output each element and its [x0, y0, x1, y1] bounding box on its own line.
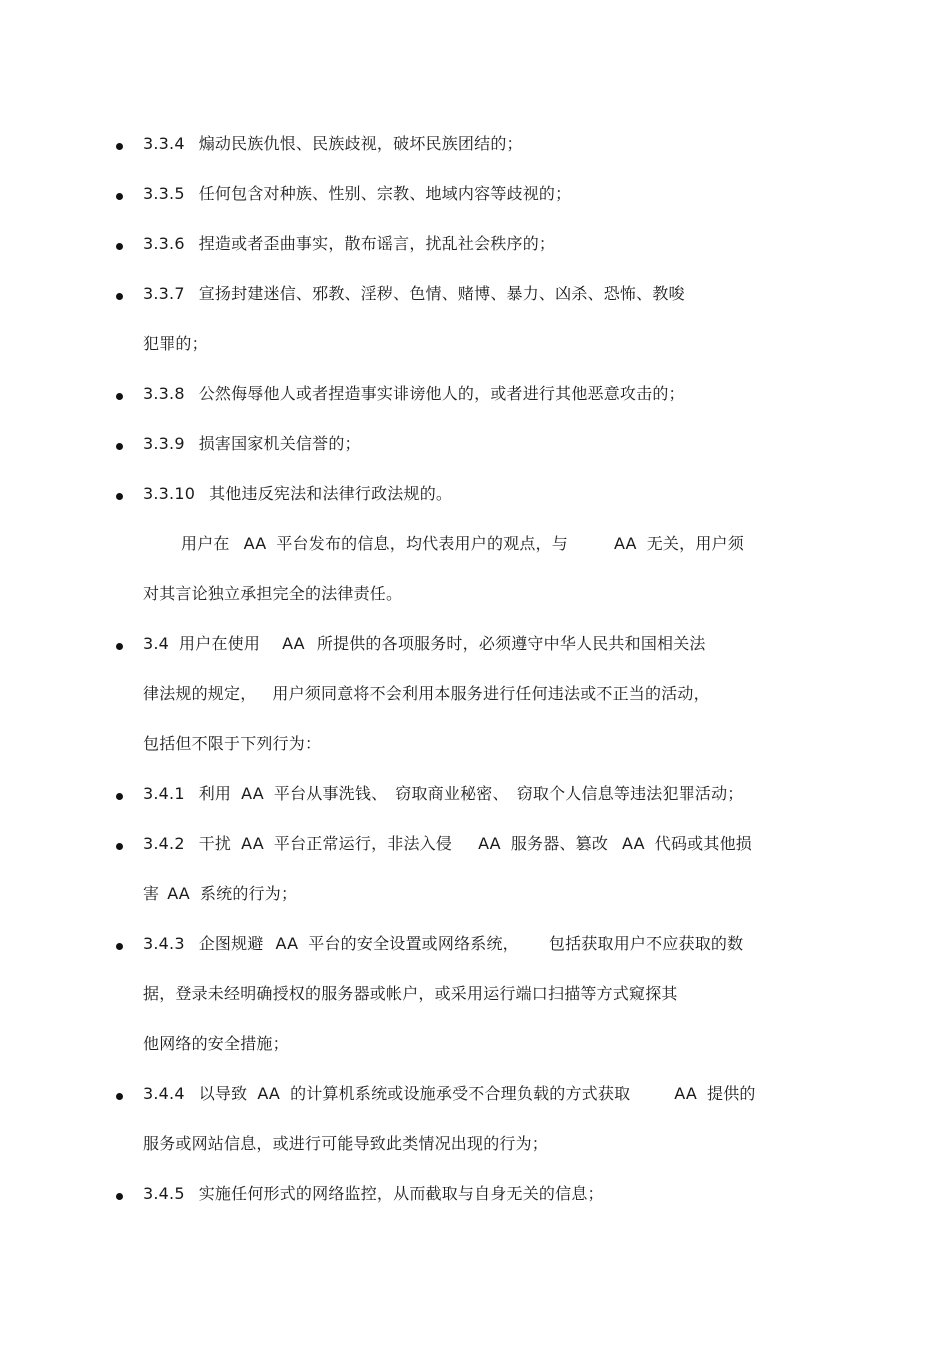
- bullet: [116, 443, 123, 450]
- list-item: 3.3.8 公然侮辱他人或者捏造事实诽谤他人的，或者进行其他恶意攻击的；: [143, 384, 685, 403]
- paragraph-line: 用户在 AA 平台发布的信息，均代表用户的观点，与 AA 无关，用户须: [181, 534, 744, 553]
- list-item: 3.3.6 捏造或者歪曲事实，散布谣言，扰乱社会秩序的；: [143, 234, 556, 253]
- bullet: [116, 643, 123, 650]
- list-item: 3.3.10 其他违反宪法和法律行政法规的。: [143, 484, 453, 503]
- list-item-continuation: 犯罪的；: [143, 334, 208, 353]
- bullet: [116, 143, 123, 150]
- list-item: 3.4.3 企图规避 AA 平台的安全设置或网络系统， 包括获取用户不应获取的数: [143, 934, 744, 953]
- bullet: [116, 493, 123, 500]
- bullet: [116, 793, 123, 800]
- list-item-continuation: 据，登录未经明确授权的服务器或帐户，或采用运行端口扫描等方式窥探其: [143, 984, 678, 1003]
- list-item: 3.3.4 煽动民族仇恨、民族歧视，破坏民族团结的；: [143, 134, 523, 153]
- bullet: [116, 943, 123, 950]
- list-item: 3.4 用户在使用 AA 所提供的各项服务时，必须遵守中华人民共和国相关法: [143, 634, 706, 653]
- bullet: [116, 243, 123, 250]
- bullet: [116, 843, 123, 850]
- list-item: 3.4.1 利用 AA 平台从事洗钱、 窃取商业秘密、 窃取个人信息等违法犯罪活动；: [143, 784, 744, 803]
- list-item-continuation: 律法规的规定， 用户须同意将不会利用本服务进行任何违法或不正当的活动，: [143, 684, 710, 703]
- paragraph-line: 对其言论独立承担完全的法律责任。: [143, 584, 403, 603]
- bullet: [116, 393, 123, 400]
- list-item: 3.3.9 损害国家机关信誉的；: [143, 434, 361, 453]
- bullet: [116, 1093, 123, 1100]
- list-item-continuation: 服务或网站信息，或进行可能导致此类情况出现的行为；: [143, 1134, 549, 1153]
- list-item-continuation: 他网络的安全措施；: [143, 1034, 289, 1053]
- list-item: 3.4.4 以导致 AA 的计算机系统或设施承受不合理负载的方式获取 AA 提供的: [143, 1084, 756, 1103]
- list-item-continuation: 包括但不限于下列行为：: [143, 734, 322, 753]
- list-item-continuation: 害 AA 系统的行为；: [143, 884, 298, 903]
- bullet: [116, 193, 123, 200]
- list-item: 3.3.5 任何包含对种族、性别、宗教、地域内容等歧视的；: [143, 184, 572, 203]
- list-item: 3.3.7 宣扬封建迷信、邪教、淫秽、色情、赌博、暴力、凶杀、恐怖、教唆: [143, 284, 685, 303]
- bullet: [116, 293, 123, 300]
- bullet: [116, 1193, 123, 1200]
- list-item: 3.4.2 干扰 AA 平台正常运行，非法入侵 AA 服务器、篡改 AA 代码或其他损: [143, 834, 752, 853]
- list-item: 3.4.5 实施任何形式的网络监控，从而截取与自身无关的信息；: [143, 1184, 604, 1203]
